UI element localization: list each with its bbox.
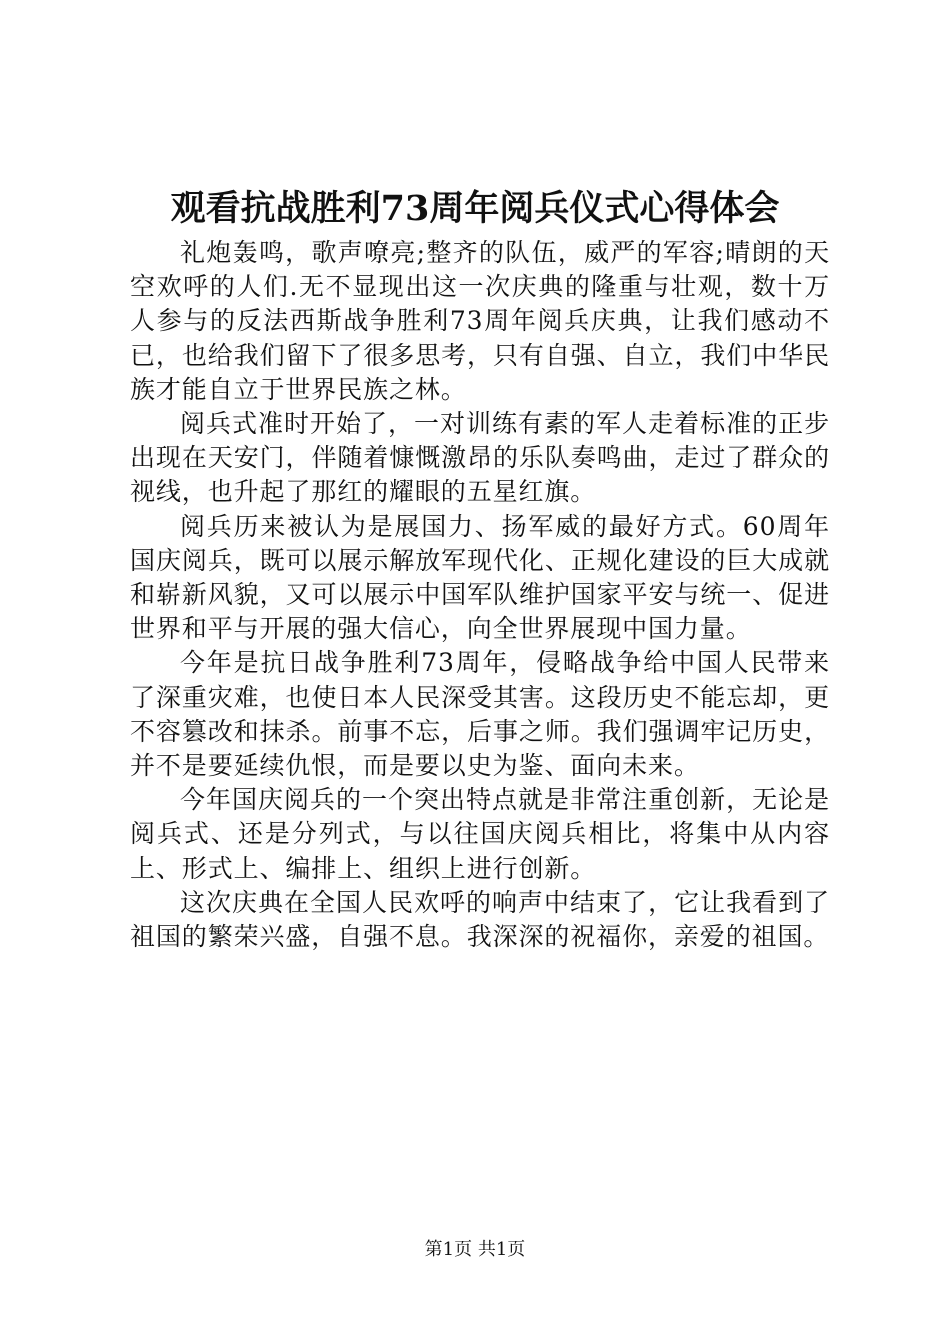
paragraph-3: 阅兵历来被认为是展国力、扬军威的最好方式。60周年国庆阅兵，既可以展示解放军现代化、正规化建设的巨大成就和崭新风貌，又可以展示中国军队维护国家平安与统一、促进世界和平与开展的强大信心，向全世界展现中国力量。 — [130, 511, 830, 644]
paragraph-4: 今年是抗日战争胜利73周年，侵略战争给中国人民带来了深重灾难，也使日本人民深受其害。这段历史不能忘却，更不容篡改和抹杀。前事不忘，后事之师。我们强调牢记历史，并不是要延续仇恨，而是要以史为鉴、面向未来。 — [130, 648, 830, 781]
paragraph-6: 这次庆典在全国人民欢呼的响声中结束了，它让我看到了祖国的繁荣兴盛，自强不息。我深深的祝福你，亲爱的祖国。 — [130, 887, 830, 952]
document-body — [130, 236, 830, 954]
paragraph-5: 今年国庆阅兵的一个突出特点就是非常注重创新，无论是阅兵式、还是分列式，与以往国庆阅兵相比，将集中从内容上、形式上、编排上、组织上进行创新。 — [130, 785, 830, 883]
page-number-footer: 第1页 共1页 — [424, 1239, 526, 1260]
paragraph-1: 礼炮轰鸣，歌声嘹亮;整齐的队伍，威严的军容;晴朗的天空欢呼的人们.无不显现出这一次庆典的隆重与壮观，数十万人参与的反法西斯战争胜利73周年阅兵庆典，让我们感动不已，也给我们留下了很多思考，只有自强、自立，我们中华民族才能自立于世界民族之林。 — [130, 238, 830, 404]
page-title: 观看抗战胜利73周年阅兵仪式心得体会 — [170, 188, 780, 229]
paragraph-2: 阅兵式准时开始了，一对训练有素的军人走着标准的正步出现在天安门，伴随着慷慨激昂的乐队奏鸣曲，走过了群众的视线，也升起了那红的耀眼的五星红旗。 — [130, 409, 830, 507]
